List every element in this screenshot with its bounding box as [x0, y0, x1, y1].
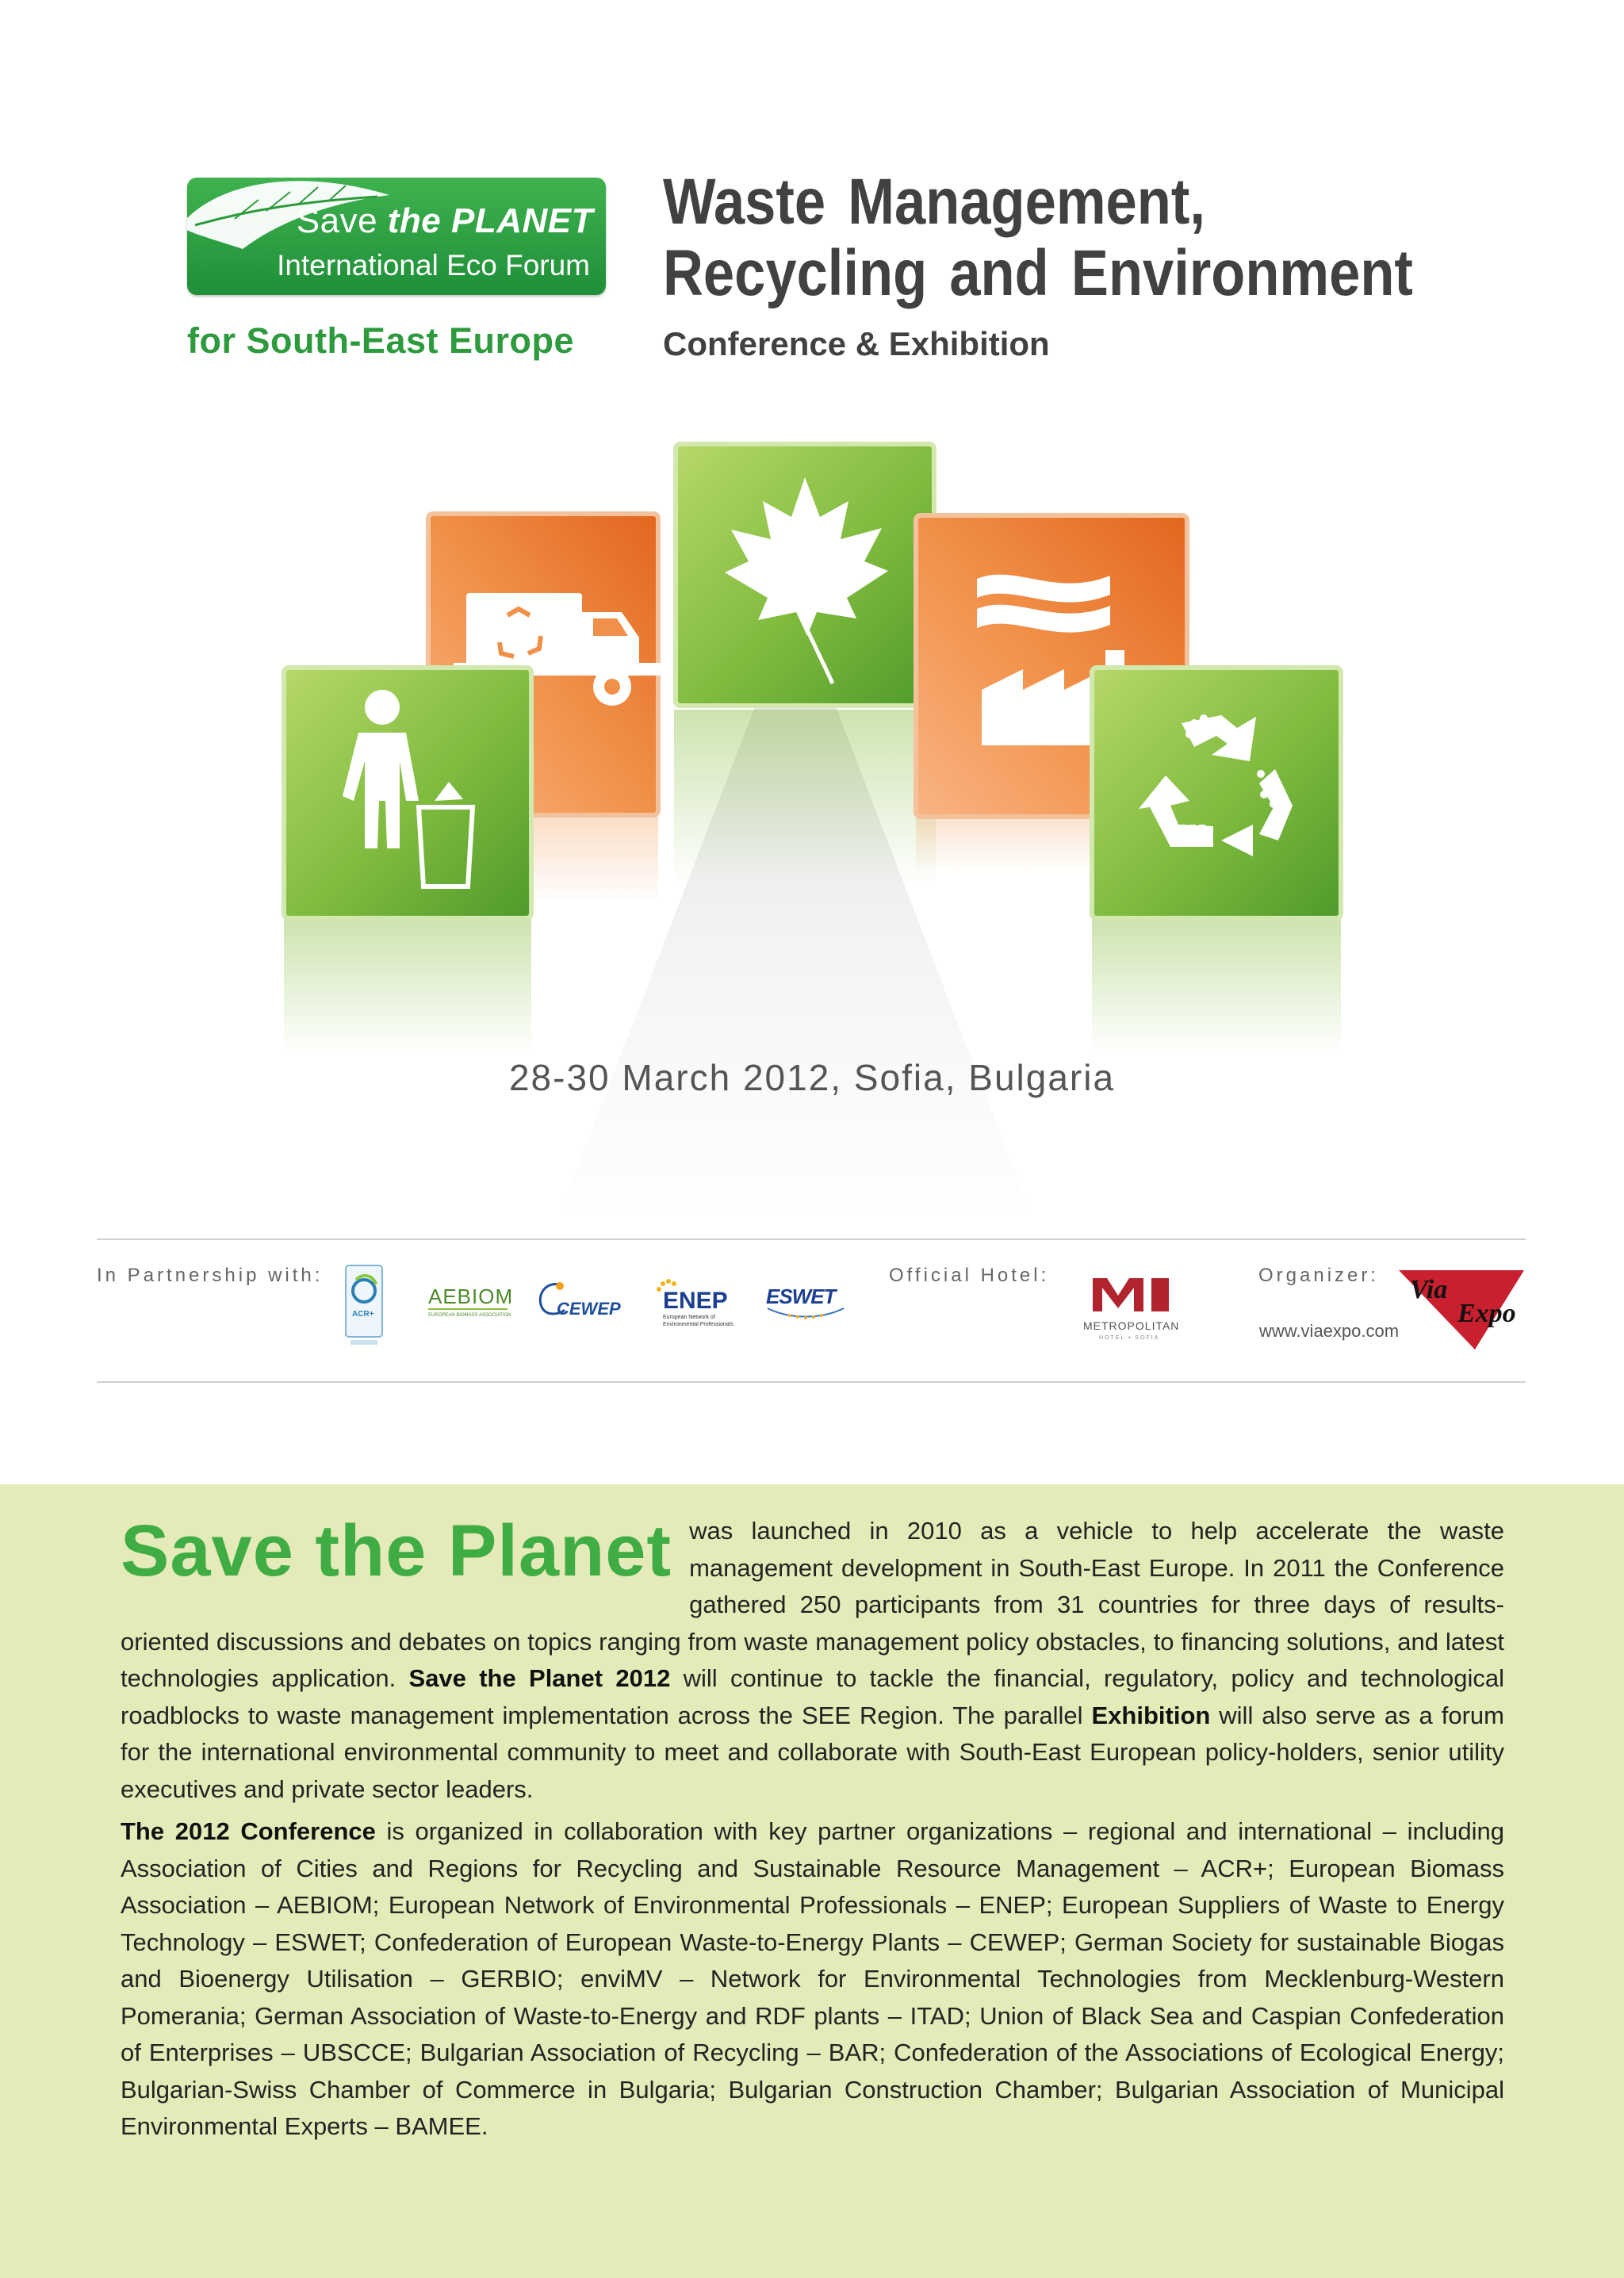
recycle-arrows-icon	[1092, 668, 1341, 918]
viaexpo-logo: Via Expo	[1392, 1267, 1530, 1353]
page-subtitle: Conference & Exhibition	[663, 325, 1050, 362]
logo-tagline: for South-East Europe	[187, 320, 575, 361]
event-date-place: 28-30 March 2012, Sofia, Bulgaria	[508, 1057, 1116, 1098]
save-the-planet-logo	[187, 178, 606, 295]
logo-subline: International Eco Forum	[277, 249, 590, 281]
enep-logo: ENEP European Network of Environmental Professionals	[655, 1278, 749, 1329]
metropolitan-hotel-logo: METROPOLITAN HOTEL • SOFIA	[1078, 1273, 1182, 1345]
hotel-label: Official Hotel:	[889, 1265, 1050, 1286]
intro-paragraph: Save the Planet was launched in 2010 as a vehicle to help accelerate the waste management development in South-East Europe. In 2011 the Conference gathered 250 participants from 31 countries for three days of results-oriented discussions and debates on topics ranging from waste management policy obstacles, to financing solutions, and latest technologies application. Save the Planet 2012 will continue to tackle the financial, regulatory, policy and technological roadblocks to waste management implementation across the SEE Region. The parallel Exhibition will also serve as a forum for the international environmental community to meet and collaborate with South-East European policy-holders, senior utility executives and private sector leaders.	[121, 1510, 1504, 1803]
partners-label: In Partnership with:	[97, 1265, 324, 1286]
hero-illustration	[0, 428, 1624, 1221]
cewep-logo: CEWEP	[536, 1278, 631, 1326]
organizer-label: Organizer:	[1258, 1265, 1380, 1286]
logo-brand-line: Save the PLANET	[296, 201, 593, 240]
intro-headline: Save the Planet	[121, 1510, 672, 1591]
title-line-1: Waste Management,	[663, 166, 1205, 238]
divider-top	[97, 1239, 1526, 1240]
organizer-url[interactable]: www.viaexpo.com	[1259, 1321, 1400, 1341]
divider-bottom	[97, 1381, 1526, 1383]
title-line-2: Recycling and Environment	[663, 237, 1413, 309]
person-bin-icon	[284, 668, 531, 918]
aebiom-logo: AEBIOM EUROPEAN BIOMASS ASSOCIATION	[428, 1284, 514, 1318]
maple-leaf-icon	[676, 444, 934, 706]
eswet-logo: ESWET	[766, 1281, 848, 1321]
conference-paragraph: The 2012 Conference is organized in collaboration with key partner organizations – regional and international – including Association of Cities and Regions for Recycling and Sustainable Resource Management – ACR+; European Biomass Association – AEBIOM; European Network of Environmental Professionals – ENEP; European Suppliers of Waste to Energy Technology – ESWET; Confederation of European Waste-to-Energy Plants – CEWEP; German Society for sustainable Biogas and Bioenergy Utilisation – GERBIO; enviMV – Network for Environmental Technologies from Mecklenburg-Western Pomerania; German Association of Waste-to-Energy and RDF plants – ITAD; Union of Black Sea and Caspian Confederation of Enterprises – UBSCCE; Bulgarian Association of Recycling – BAR; Confederation of the Associations of Ecological Energy; Bulgarian-Swiss Chamber of Commerce in Bulgaria; Bulgarian Construction Chamber; Bulgarian Association of Municipal Environmental Experts – BAMEE.	[121, 1817, 1504, 2140]
acr-logo: ACR+	[344, 1264, 384, 1348]
page-title	[663, 167, 1434, 309]
